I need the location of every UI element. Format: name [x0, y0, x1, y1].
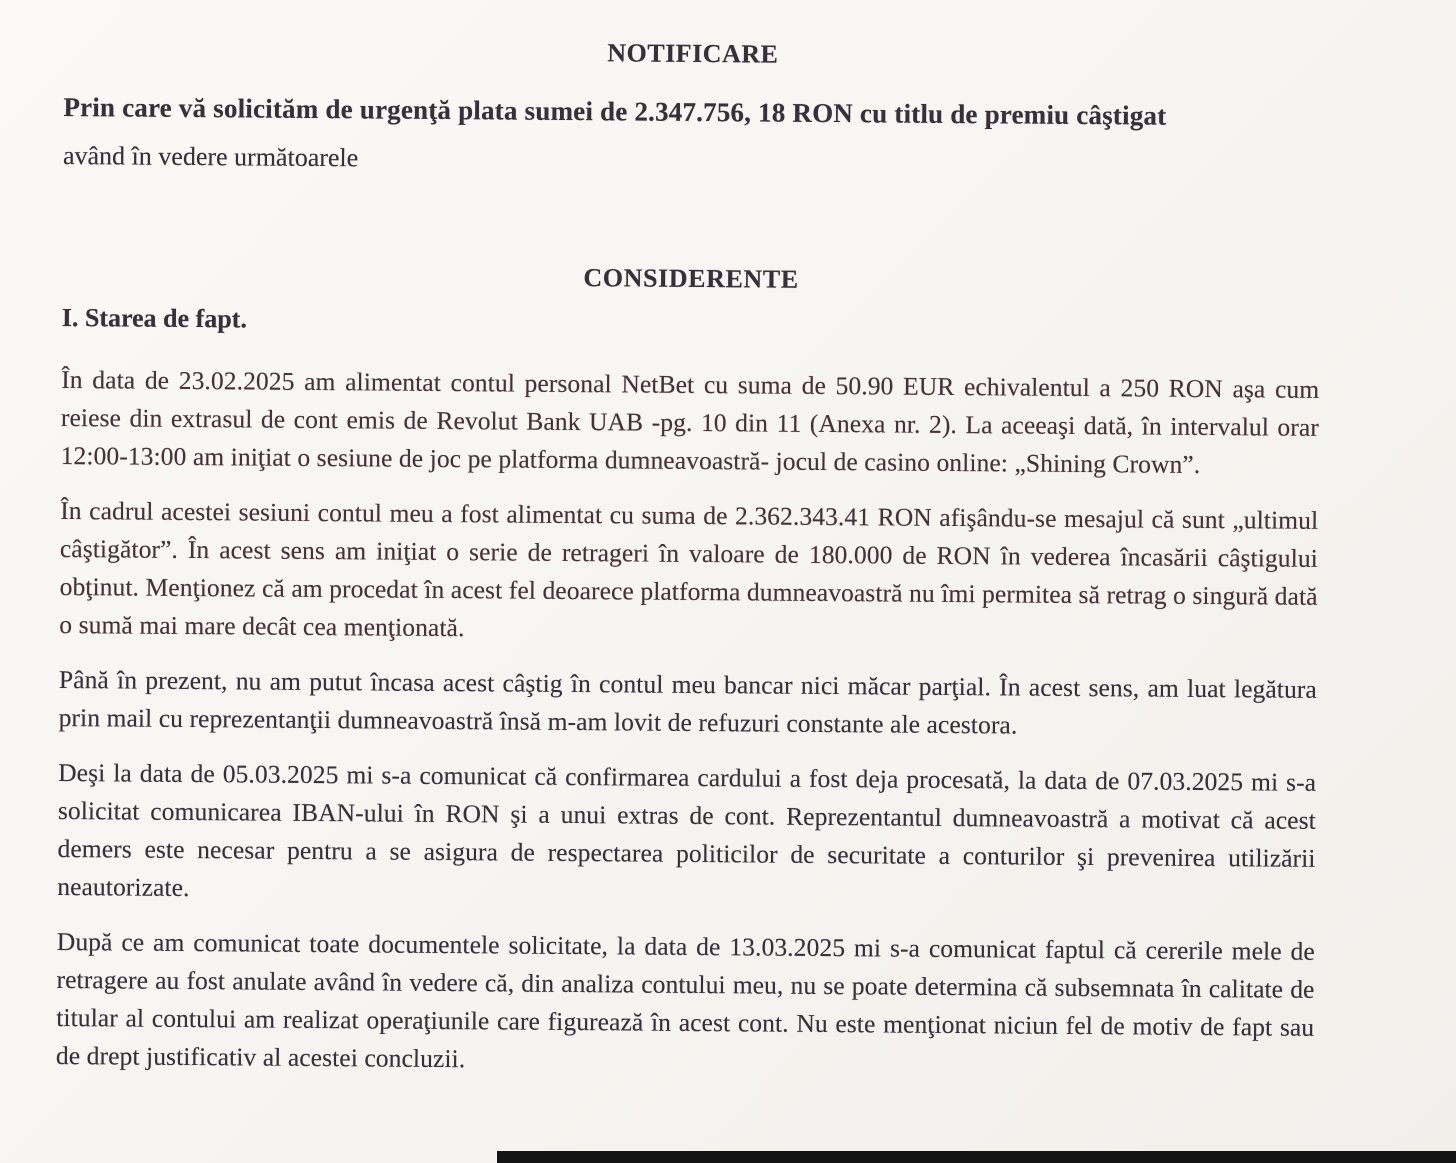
document-title: NOTIFICARE [607, 38, 779, 69]
demand-line: Prin care vă solicităm de urgenţă plata sumei de 2.347.756, 18 RON cu titlu de premiu câştigat [63, 91, 1167, 131]
subsection-heading-starea-de-fapt: I. Starea de fapt. [61, 302, 248, 334]
intro-line: având în vedere următoarele [62, 140, 359, 173]
section-heading-considerente: CONSIDERENTE [583, 263, 799, 294]
document-content [56, 34, 1322, 1102]
scan-artifact-bar [497, 1151, 1456, 1163]
paragraph-deposit: În data de 23.02.2025 am alimentat contul personal NetBet cu suma de 50.90 EUR echivalentul a 250 RON aşa cum reiese din extrasul de cont emis de Revolut Bank UAB -pg. 10 din 11 (Anexa nr. 2). La aceeaşi dată, în intervalul orar 12:00-13:00 am iniţiat o sesiune de joc pe platforma dumneavoastră- jocul de casino online: „Shining Crown”. [60, 364, 1320, 479]
paragraph-cancellation: După ce am comunicat toate documentele solicitate, la data de 13.03.2025 mi s-a comunicat faptul că cererile mele de retragere au fost anulate având în vedere că, din analiza contului meu, nu se poate determina că subsemnata în calitate de titular al contului am realizat operaţiunile care figurează în acest cont. Nu este menţionat niciun fel de motiv de fapt sau de drept justificativ al acestei concluzii. [55, 926, 1315, 1074]
paragraph-winnings: În cadrul acestei sesiuni contul meu a fost alimentat cu suma de 2.362.343.41 RON afişându-se mesajul că sunt „ultimul câştigător”. În acest sens am iniţiat o serie de retrageri în valoare de 180.000 de RON în vederea încasării câştigului obţinut. Menţionez că am procedat în acest fel deoarece platforma dumneavoastră nu îmi permitea să retrag o singură dată o sumă mai mare decât cea menţionată. [59, 495, 1319, 643]
paragraph-verification: Deşi la data de 05.03.2025 mi s-a comunicat că confirmarea cardului a fost deja procesată, la data de 07.03.2025 mi s-a solicitat comunicarea IBAN-ului în RON şi a unui extras de cont. Reprezentantul dumneavoastră a motivat că acest demers este necesar pentru a se asigura de respectarea politicilor de securitate a conturilor şi prevenirea utilizării neautorizate. [57, 757, 1317, 903]
paragraph-refusals: Până în prezent, nu am putut încasa acest câştig în contul meu bancar nici măcar parţial. În acest sens, am luat legătura prin mail cu reprezentanţii dumneavoastră însă m-am lovit de refuzuri constante ale acestora. [58, 664, 1318, 740]
